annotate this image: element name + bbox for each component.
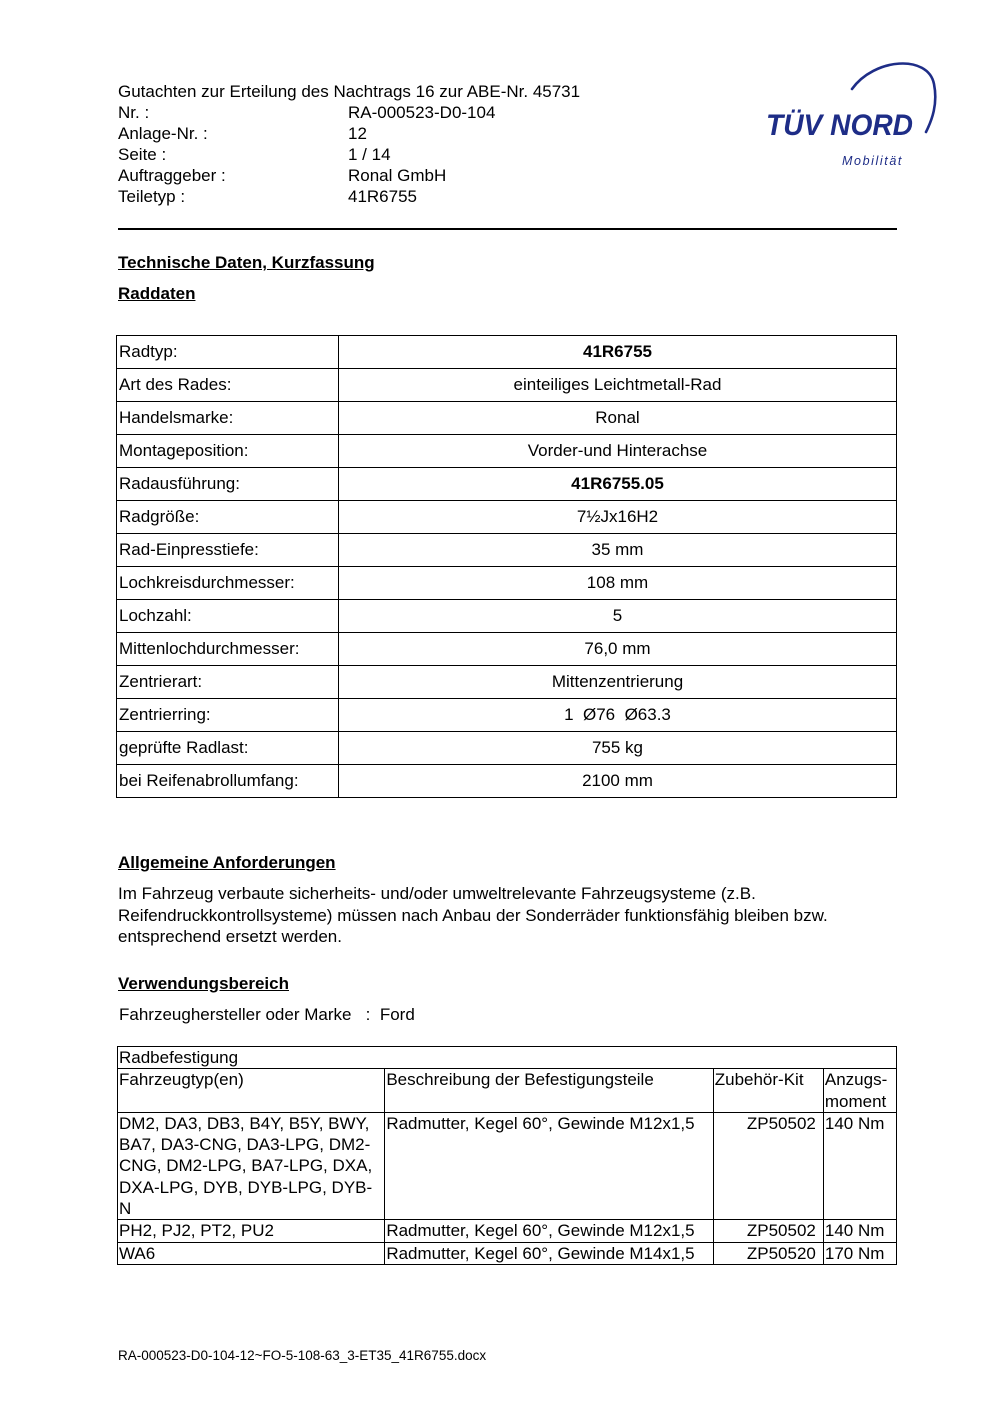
row-label: Radtyp: [117,336,339,369]
table-row [117,633,897,666]
table-row [117,732,897,765]
row-label: Lochkreisdurchmesser: [117,567,339,600]
table-row [117,468,897,501]
general-requirements-text: Im Fahrzeug verbaute sicherheits- und/oder umweltrelevante Fahrzeugsysteme (z.B. Reifendruckkontrollsysteme) müssen nach Anbau der Sonderräder funktionsfähig bleiben bzw. entsprechend ersetzt werden. [118,884,828,946]
header-divider [118,228,897,230]
row-label: Radgröße: [117,501,339,534]
table-row [117,600,897,633]
logo-wordmark: TÜV NORD [766,109,913,142]
document-header [118,81,580,207]
section-title-technical: Technische Daten, Kurzfassung [118,253,375,272]
row-label: geprüfte Radlast: [117,732,339,765]
table-row [117,336,897,369]
table-title-row [118,1047,897,1069]
row-label: Mittenlochdurchmesser: [117,633,339,666]
vehicle-types: WA6 [118,1242,385,1264]
table-title: Radbefestigung [118,1047,897,1069]
row-value: 76,0 mm [339,633,897,666]
table-row [117,699,897,732]
table-row [117,435,897,468]
column-header-torque [823,1069,896,1113]
header-value: 12 [348,124,367,143]
table-row [117,567,897,600]
logo-subline: Mobilität [842,154,903,168]
table-row [117,369,897,402]
header-label: Nr. : [118,103,150,122]
row-value: 35 mm [339,534,897,567]
table-row [118,1220,897,1242]
column-header: Beschreibung der Befestigungsteile [385,1069,713,1113]
row-value: 41R6755.05 [339,468,897,501]
row-value: 5 [339,600,897,633]
table-header-row [118,1069,897,1113]
column-header: Fahrzeugtyp(en) [118,1069,385,1113]
tuev-nord-logo [762,58,942,173]
header-label: Auftraggeber : [118,166,226,185]
header-value: 1 / 14 [348,145,391,164]
row-value: 1 Ø76 Ø63.3 [339,699,897,732]
document-filename: RA-000523-D0-104-12~FO-5-108-63_3-ET35_41R6755.docx [118,1348,487,1363]
torque: 170 Nm [823,1242,896,1264]
row-label: Art des Rades: [117,369,339,402]
header-row-auftraggeber [118,165,580,186]
row-label: Rad-Einpresstiefe: [117,534,339,567]
row-label: Zentrierart: [117,666,339,699]
manufacturer-label: Fahrzeughersteller oder Marke [119,1005,352,1024]
header-label: Teiletyp : [118,187,186,206]
report-title: Gutachten zur Erteilung des Nachtrags 16 zur ABE-Nr. 45731 [118,82,581,101]
column-header: Zubehör-Kit [713,1069,823,1113]
fastener-description: Radmutter, Kegel 60°, Gewinde M14x1,5 [385,1242,713,1264]
fastening-table [117,1046,897,1265]
row-label: Handelsmarke: [117,402,339,435]
header-label: Anlage-Nr. : [118,124,208,143]
fastener-description: Radmutter, Kegel 60°, Gewinde M12x1,5 [385,1220,713,1242]
header-row-teiletyp [118,186,580,207]
row-value: Mittenzentrierung [339,666,897,699]
row-value: einteiliges Leichtmetall-Rad [339,369,897,402]
header-row-nr [118,102,580,123]
section-title-wheel-data: Raddaten [118,284,196,303]
row-label: bei Reifenabrollumfang: [117,765,339,798]
torque: 140 Nm [823,1112,896,1219]
table-row [117,534,897,567]
row-value: 41R6755 [339,336,897,369]
row-value: 755 kg [339,732,897,765]
accessory-kit: ZP50502 [713,1112,823,1219]
row-value: Vorder-und Hinterachse [339,435,897,468]
vehicle-types: DM2, DA3, DB3, B4Y, B5Y, BWY, BA7, DA3-CNG, DA3-LPG, DM2-CNG, DM2-LPG, BA7-LPG, DXA, DXA-LPG, DYB, DYB-LPG, DYB-N [118,1112,385,1219]
section-title-usage: Verwendungsbereich [118,974,289,993]
section-title-general: Allgemeine Anforderungen [118,853,336,872]
header-row-seite [118,144,580,165]
header-value: 41R6755 [348,187,418,206]
torque: 140 Nm [823,1220,896,1242]
header-row-anlage [118,123,580,144]
table-row [117,402,897,435]
accessory-kit: ZP50502 [713,1220,823,1242]
row-value: 7½Jx16H2 [339,501,897,534]
wheel-data-table [116,335,897,798]
vehicle-types: PH2, PJ2, PT2, PU2 [118,1220,385,1242]
manufacturer-line [119,1004,415,1025]
accessory-kit: ZP50520 [713,1242,823,1264]
torque-header-line: moment [824,1091,887,1111]
header-value: Ronal GmbH [348,166,447,185]
torque-header-line: Anzugs- [824,1070,888,1090]
row-label: Lochzahl: [117,600,339,633]
header-label: Seite : [118,145,167,164]
row-label: Zentrierring: [117,699,339,732]
row-label: Montageposition: [117,435,339,468]
row-value: 108 mm [339,567,897,600]
row-value: Ronal [339,402,897,435]
row-value: 2100 mm [339,765,897,798]
row-label: Radausführung: [117,468,339,501]
table-row [117,666,897,699]
table-row [118,1242,897,1264]
manufacturer-value: Ford [379,1005,415,1024]
manufacturer-separator: : [365,1005,371,1024]
table-row [117,501,897,534]
header-value: RA-000523-D0-104 [348,103,496,122]
table-row [117,765,897,798]
fastener-description: Radmutter, Kegel 60°, Gewinde M12x1,5 [385,1112,713,1219]
table-row [118,1112,897,1219]
